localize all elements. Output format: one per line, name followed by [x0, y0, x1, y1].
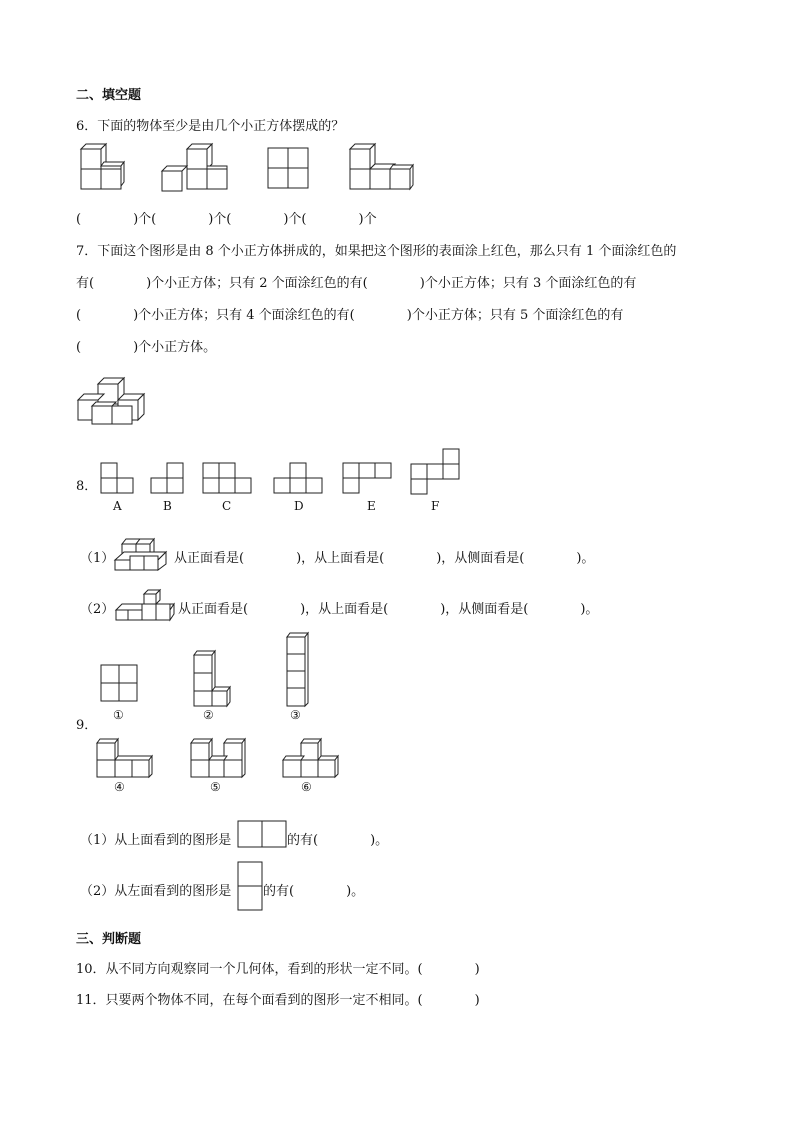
q9-label-1: ①	[113, 708, 124, 722]
q8-option-e-figure	[342, 462, 396, 494]
q8-option-b-figure	[150, 462, 186, 494]
q6-figure-4	[348, 144, 418, 194]
q9-sub2-after[interactable]: 的有( )。	[263, 884, 365, 899]
q9-label-3: ③	[290, 708, 301, 722]
q9-sub1-shape	[237, 820, 287, 848]
q11-text[interactable]: 11．只要两个物体不同，在每个面看到的图形一定不相同。( )	[76, 993, 480, 1008]
q9-sub2-before: （2）从左面看到的图形是	[80, 884, 232, 899]
q7-line-2[interactable]: 有( )个小正方体；只有 2 个面涂红色的有( )个小正方体；只有 3 个面涂红色的有	[76, 276, 637, 291]
q8-sub1-prefix: （1）	[80, 551, 115, 566]
q9-number: 9．	[76, 718, 98, 733]
q7-line-3[interactable]: ( )个小正方体；只有 4 个面涂红色的有( )个小正方体；只有 5 个面涂红色的有	[76, 308, 624, 323]
q9-label-6: ⑥	[301, 780, 312, 794]
q8-label-b: B	[163, 499, 172, 513]
q7-line-1: 7．下面这个图形是由 8 个小正方体拼成的，如果把这个图形的表面涂上红色，那么只有 1 个面涂红色的	[76, 244, 677, 259]
q9-label-2: ②	[203, 708, 214, 722]
section-title-true-false: 三、判断题	[76, 932, 142, 947]
q6-figure-2	[162, 144, 232, 194]
q6-figure-3	[266, 146, 316, 192]
q9-figure-2	[193, 650, 235, 708]
q9-label-5: ⑤	[210, 780, 221, 794]
q8-sub2-figure	[114, 588, 176, 622]
q8-sub2-prefix: （2）	[80, 602, 115, 617]
q8-label-e: E	[367, 499, 376, 513]
q6-text: 6．下面的物体至少是由几个小正方体摆成的？	[76, 119, 345, 134]
q9-figure-4	[96, 738, 154, 780]
section-title-fill-blank: 二、填空题	[76, 88, 142, 103]
q8-label-f: F	[431, 499, 440, 513]
q8-option-c-figure	[202, 462, 256, 494]
q9-figure-1	[100, 664, 142, 706]
q6-answers[interactable]: ( )个( )个( )个( )个	[76, 212, 377, 227]
q8-sub2-text[interactable]: 从正面看是( )，从上面看是( )，从侧面看是( )。	[178, 602, 599, 617]
q6-figure-1	[76, 144, 126, 194]
q8-number: 8．	[76, 479, 98, 494]
q10-text[interactable]: 10．从不同方向观察同一个几何体，看到的形状一定不同。( )	[76, 962, 480, 977]
q8-label-a: A	[113, 499, 122, 513]
q8-sub1-text[interactable]: 从正面看是( )，从上面看是( )，从侧面看是( )。	[174, 551, 595, 566]
q8-sub1-figure	[114, 536, 174, 572]
q7-figure	[76, 372, 156, 427]
q9-figure-6	[282, 738, 342, 780]
q8-option-d-figure	[273, 462, 327, 494]
q9-sub1-after[interactable]: 的有( )。	[287, 833, 389, 848]
q9-label-4: ④	[114, 780, 125, 794]
q9-sub2-shape	[237, 861, 263, 911]
q8-option-a-figure	[100, 462, 136, 494]
q8-label-c: C	[222, 499, 232, 513]
q8-label-d: D	[294, 499, 304, 513]
q9-sub1-before: （1）从上面看到的图形是	[80, 833, 232, 848]
q9-figure-5	[190, 738, 248, 780]
q7-line-4[interactable]: ( )个小正方体。	[76, 340, 217, 355]
q9-figure-3	[286, 632, 316, 708]
q8-option-f-figure	[410, 448, 464, 494]
